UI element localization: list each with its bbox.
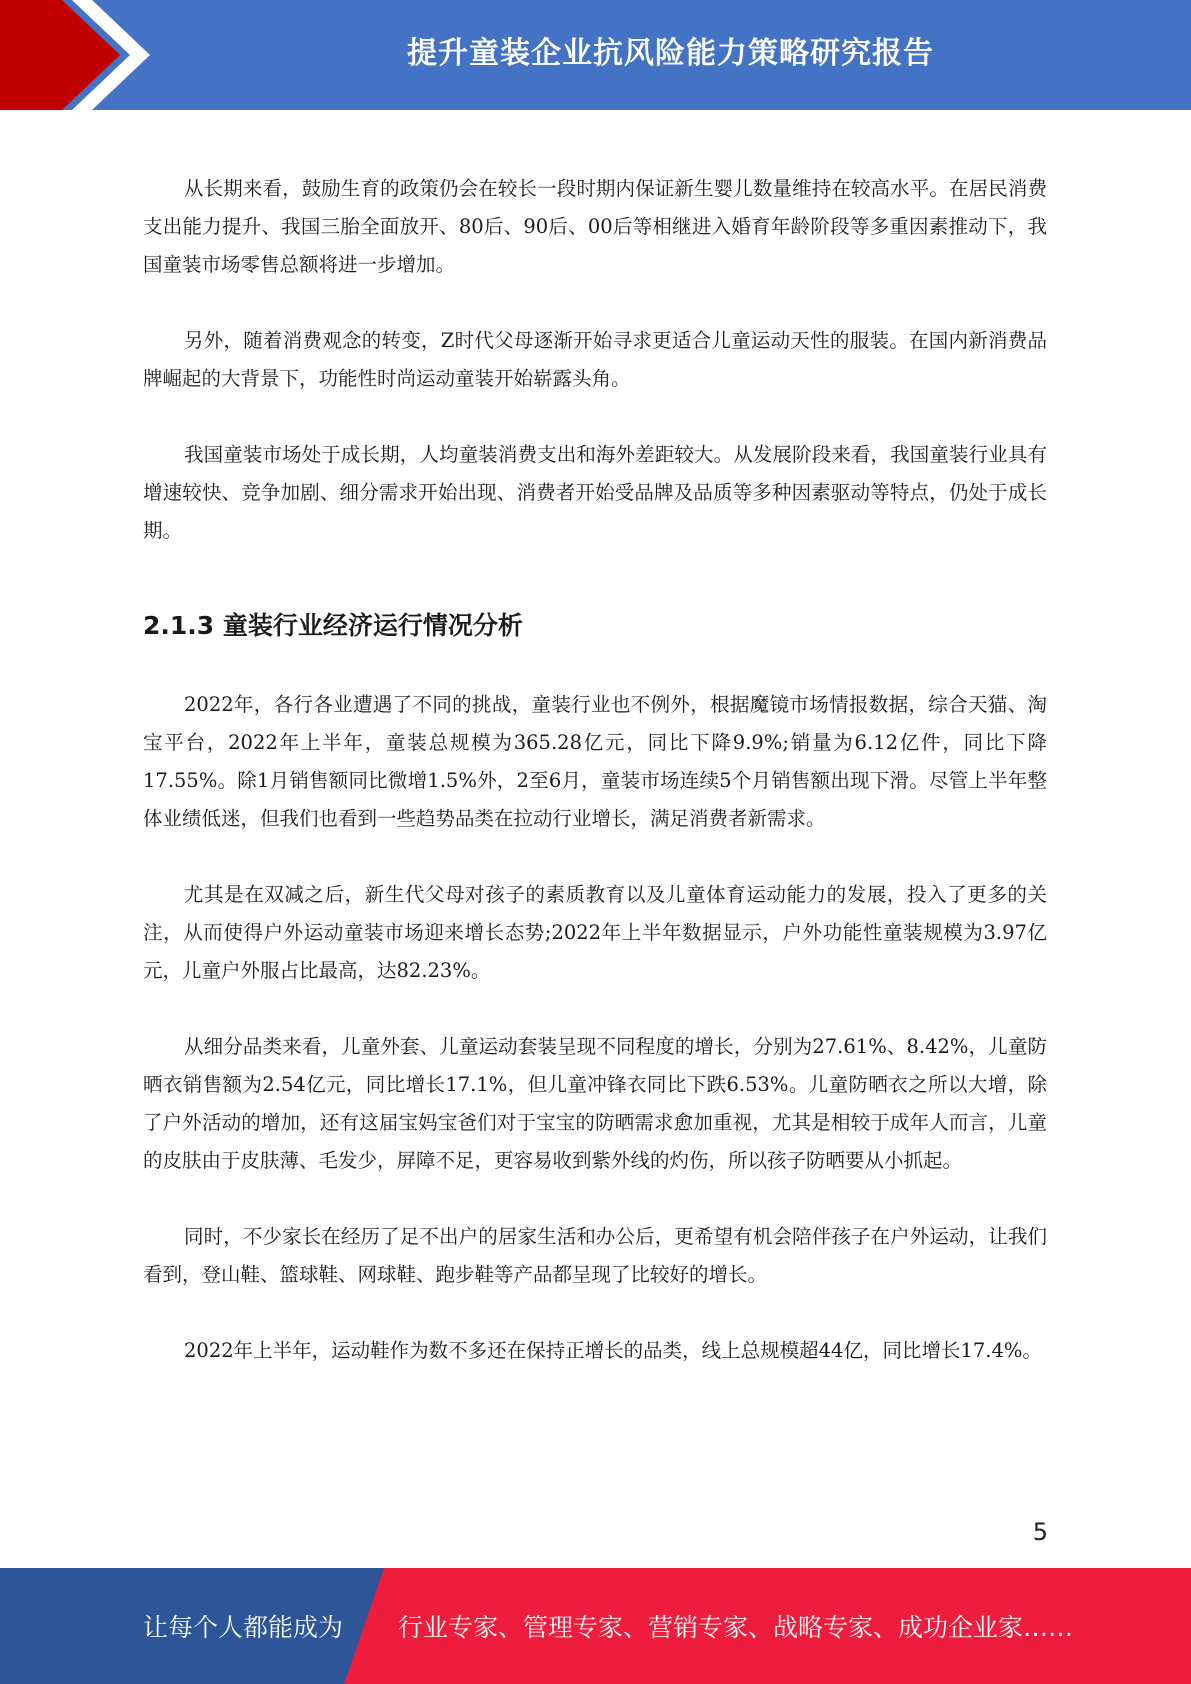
paragraph: 同时，不少家长在经历了足不出户的居家生活和办公后，更希望有机会陪伴孩子在户外运动，让我们看到，登山鞋、篮球鞋、网球鞋、跑步鞋等产品都呈现了比较好的增长。 — [143, 1225, 1047, 1286]
section-heading: 2.1.3 童装行业经济运行情况分析 — [143, 611, 523, 640]
paragraph: 2022年上半年，运动鞋作为数不多还在保持正增长的品类，线上总规模超44亿，同比增长17.4%。 — [184, 1339, 1042, 1362]
paragraph: 2022年，各行各业遭遇了不同的挑战，童装行业也不例外，根据魔镜市场情报数据，综合天猫、淘宝平台，2022年上半年，童装总规模为365.28亿元，同比下降9.9%;销量为6.12亿件，同比下降17.55%。除1月销售额同比微增1.5%外，2至6月，童装市场连续5个月销售额出现下滑。尽管上半年整体业绩低迷，但我们也看到一些趋势品类在拉动行业增长，满足消费者新需求。 — [143, 693, 1047, 830]
page-footer — [0, 1568, 1191, 1684]
footer-slogan-right: 行业专家、管理专家、营销专家、战略专家、成功企业家…… — [398, 1613, 1074, 1642]
chevron-arrow-icon — [0, 0, 160, 110]
paragraph: 从长期来看，鼓励生育的政策仍会在较长一段时期内保证新生婴儿数量维持在较高水平。在居民消费支出能力提升、我国三胎全面放开、80后、90后、00后等相继进入婚育年龄阶段等多重因素推动下，我国童装市场零售总额将进一步增加。 — [143, 177, 1047, 276]
main-content — [143, 170, 1047, 1408]
footer-slogan-left: 让每个人都能成为 — [143, 1613, 344, 1642]
page-number: 5 — [1032, 1518, 1048, 1546]
page-header — [0, 0, 1191, 110]
paragraph: 我国童装市场处于成长期，人均童装消费支出和海外差距较大。从发展阶段来看，我国童装行业具有增速较快、竞争加剧、细分需求开始出现、消费者开始受品牌及品质等多种因素驱动等特点，仍处于成长期。 — [143, 443, 1047, 542]
paragraph: 从细分品类来看，儿童外套、儿童运动套装呈现不同程度的增长，分别为27.61%、8.42%，儿童防晒衣销售额为2.54亿元，同比增长17.1%，但儿童冲锋衣同比下跌6.53%。儿童防晒衣之所以大增，除了户外活动的增加，还有这届宝妈宝爸们对于宝宝的防晒需求愈加重视，尤其是相较于成年人而言，儿童的皮肤由于皮肤薄、毛发少，屏障不足，更容易收到紫外线的灼伤，所以孩子防晒要从小抓起。 — [143, 1035, 1047, 1172]
paragraph: 另外，随着消费观念的转变，Z时代父母逐渐开始寻求更适合儿童运动天性的服装。在国内新消费品牌崛起的大背景下，功能性时尚运动童装开始崭露头角。 — [143, 329, 1047, 390]
report-title: 提升童装企业抗风险能力策略研究报告 — [407, 36, 934, 71]
paragraph: 尤其是在双减之后，新生代父母对孩子的素质教育以及儿童体育运动能力的发展，投入了更多的关注，从而使得户外运动童装市场迎来增长态势;2022年上半年数据显示，户外功能性童装规模为3.97亿元，儿童户外服占比最高，达82.23%。 — [143, 883, 1047, 982]
